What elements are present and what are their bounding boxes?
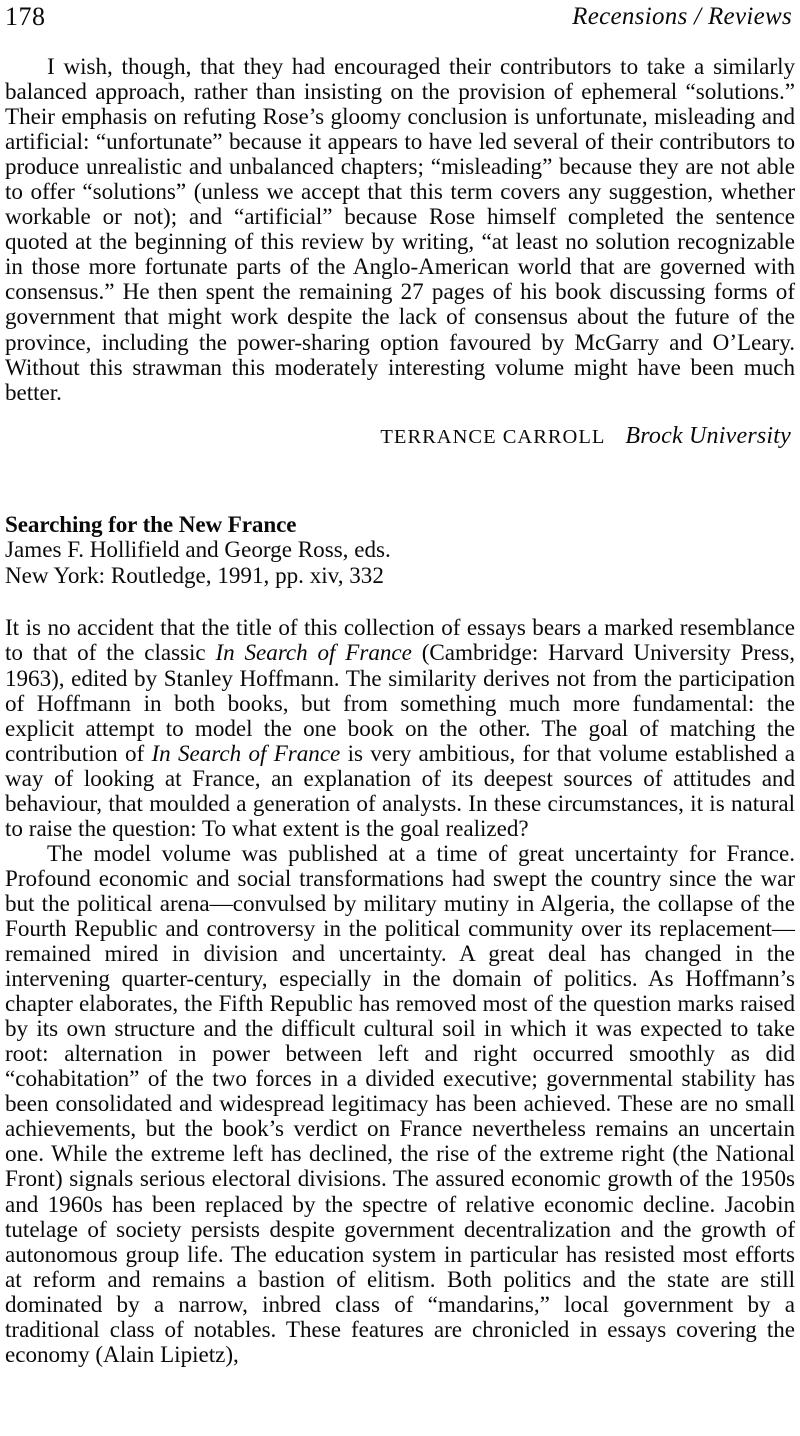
review-two-heading	[5, 512, 795, 589]
review-one-body	[5, 54, 795, 405]
page-number: 178	[5, 2, 46, 31]
heading-spacer	[5, 588, 795, 615]
para1-segment-3: is very ambitious, for that volume established a way of looking at France, an explanation of its deepest sources of attitudes and behaviour, that moulded a generation of analysts. In these circumstances, it is natural to raise the question: To what extent is the goal realized?	[5, 739, 795, 841]
review-two-body	[5, 615, 795, 1366]
cited-book-title-second: In Search of France	[151, 739, 341, 766]
running-head	[5, 0, 795, 54]
book-imprint: New York: Routledge, 1991, pp. xiv, 332	[5, 561, 384, 588]
book-authors: James F. Hollifield and George Ross, eds.	[5, 536, 391, 563]
reviewer-affiliation: Brock University	[625, 422, 791, 449]
review-two-paragraph-2: The model volume was published at a time of great uncertainty for France. Profound economic and social transformations had swept the country since the war but the political arena—convulsed by military mutiny in Algeria, the collapse of the Fourth Republic and controversy in the political community over its replacement—remained mired in division and uncertainty. A great deal has changed in the intervening quarter-century, especially in the domain of politics. As Hoffmann’s chapter elaborates, the Fifth Republic has removed most of the question marks raised by its own structure and the difficult cultural soil in which it was expected to take root: alternation in power between left and right occurred smoothly as did “cohabitation” of the two forces in a divided executive; governmental stability has been consolidated and widespread legitimacy has been achieved. These are no small achievements, but the book’s verdict on France nevertheless remains an uncertain one. While the extreme left has declined, the rise of the extreme right (the National Front) signals serious electoral divisions. The assured economic growth of the 1950s and 1960s has been replaced by the spectre of relative economic decline. Jacobin tutelage of society persists despite government decentralization and the growth of autonomous group life. The education system in particular has resisted most efforts at reform and remains a bastion of elitism. Both politics and the state are still dominated by a narrow, inbred class of “mandarins,” local government by a traditional class of notables. These features are chronicled in essays covering the economy (Alain Lipietz),	[5, 839, 795, 1367]
review-one-signature	[5, 423, 795, 450]
review-one-paragraph: I wish, though, that they had encouraged their contributors to take a similarly balanced approach, rather than insisting on the provision of ephemeral “solutions.” Their emphasis on refuting Rose’s gloomy conclusion is unfortunate, misleading and artificial: “unfortunate” because it appears to have led several of their contributors to produce unrealistic and unbalanced chapters; “misleading” because they are not able to offer “solutions” (unless we accept that this term covers any suggestion, whether workable or not); and “artificial” because Rose himself completed the sentence quoted at the beginning of this review by writing, “at least no solution recognizable in those more fortunate parts of the Anglo-American world that are governed with consensus.” He then spent the remaining 27 pages of his book discussing forms of government that might work despite the lack of consensus about the future of the province, including the power-sharing option favoured by McGarry and O’Leary. Without this strawman this moderately interesting volume might have been much better.	[5, 53, 795, 405]
book-title: Searching for the New France	[5, 510, 297, 537]
review-two-paragraph-1	[5, 615, 795, 840]
para1-segment-1: It is no accident that the title of this collection of essays bears a marked resemblance to that of the classic	[5, 614, 795, 666]
reviewer-name: TERRANCE CARROLL	[380, 425, 606, 448]
cited-book-title-first: In Search of France	[215, 639, 412, 666]
running-head-title: Recensions / Reviews	[572, 3, 792, 30]
para1-segment-2: (Cambridge: Harvard University Press, 1963), edited by Stanley Hoffmann. The similarity derives not from the participation of Hoffmann in both books, but from something much more fundamental: the explicit attempt to model the one book on the other. The goal of matching the contribution of	[5, 639, 795, 766]
